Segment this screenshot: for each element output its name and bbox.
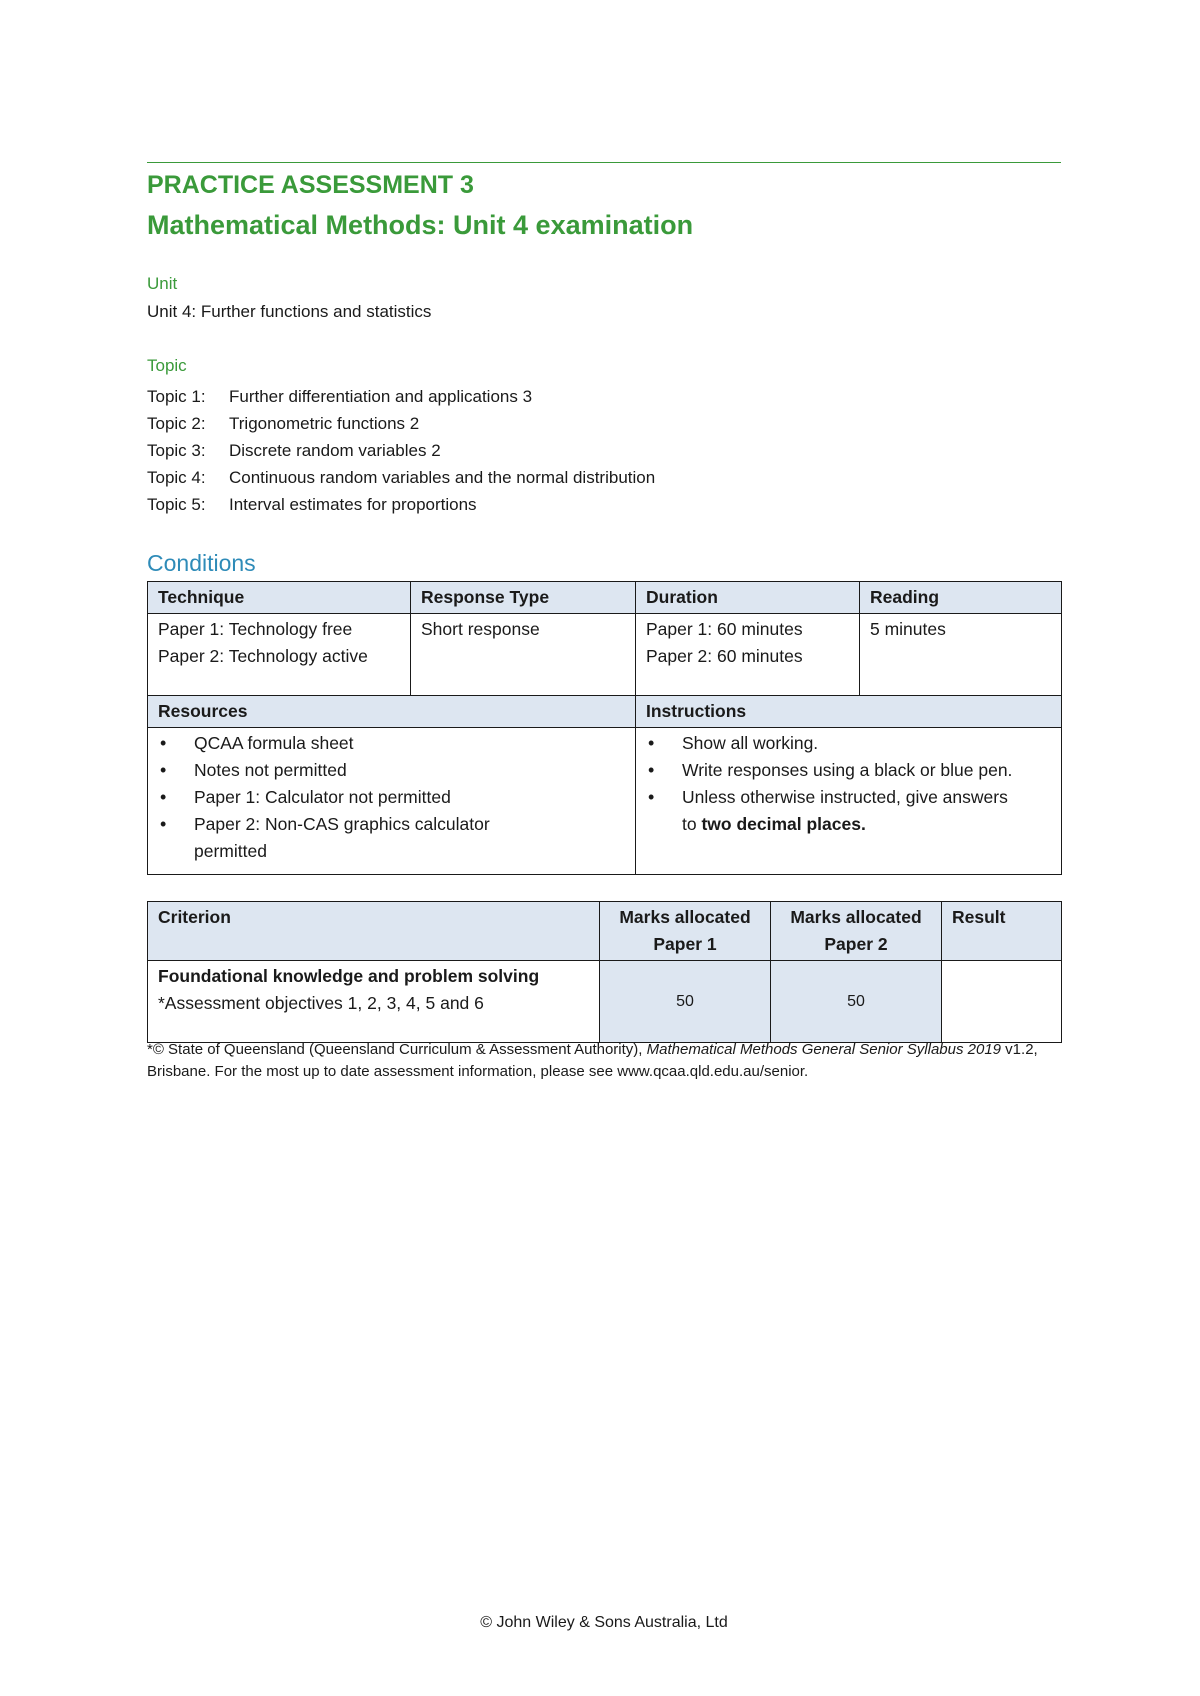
header-marks-paper-2: Marks allocated Paper 2	[771, 902, 942, 961]
criterion-objectives: *Assessment objectives 1, 2, 3, 4, 5 and 6	[158, 993, 484, 1013]
result-cell[interactable]	[942, 961, 1062, 1043]
header-rule	[147, 162, 1061, 163]
resources-list	[158, 730, 625, 865]
topic-item: Topic 5: Interval estimates for proportions	[147, 495, 477, 514]
technique-cell: Paper 1: Technology free Paper 2: Technology active	[148, 614, 411, 696]
marks-paper-2: 50	[771, 961, 942, 1043]
topic-item: Topic 4: Continuous random variables and the normal distribution	[147, 468, 656, 487]
header-response-type: Response Type	[411, 582, 636, 614]
header-resources: Resources	[148, 696, 636, 728]
document-page	[147, 0, 1061, 1696]
topic-label: Topic	[147, 356, 187, 375]
conditions-table	[147, 581, 1062, 875]
page-footer: © John Wiley & Sons Australia, Ltd	[480, 1614, 728, 1631]
reading-cell: 5 minutes	[860, 614, 1062, 696]
header-result: Result	[942, 902, 1062, 961]
list-item: • Paper 2: Non-CAS graphics calculator permitted	[194, 811, 625, 865]
conditions-heading: Conditions	[147, 550, 256, 576]
header-duration: Duration	[636, 582, 860, 614]
unit-value: Unit 4: Further functions and statistics	[147, 302, 432, 321]
resources-cell	[148, 728, 636, 875]
assessment-title: PRACTICE ASSESSMENT 3	[147, 171, 474, 199]
instructions-cell	[636, 728, 1062, 875]
instructions-list	[646, 730, 1051, 838]
copyright-note: *© State of Queensland (Queensland Curriculum & Assessment Authority), Mathematical Methods General Senior Syllabus 2019 v1.2, Brisbane. For the most up to date assessment information, please see www.qcaa.qld.edu.au/senior.	[147, 1041, 1038, 1080]
header-reading: Reading	[860, 582, 1062, 614]
list-item: • Unless otherwise instructed, give answers to two decimal places.	[682, 784, 1051, 838]
criterion-title: Foundational knowledge and problem solving	[158, 966, 540, 986]
unit-label: Unit	[147, 274, 178, 293]
header-technique: Technique	[148, 582, 411, 614]
list-item: • Notes not permitted	[194, 757, 625, 784]
list-item: • Show all working.	[682, 730, 1051, 757]
assessment-subtitle: Mathematical Methods: Unit 4 examination	[147, 210, 694, 240]
list-item: • Paper 1: Calculator not permitted	[194, 784, 625, 811]
duration-cell: Paper 1: 60 minutes Paper 2: 60 minutes	[636, 614, 860, 696]
response-type-cell: Short response	[411, 614, 636, 696]
topic-item: Topic 2: Trigonometric functions 2	[147, 414, 420, 433]
header-marks-paper-1: Marks allocated Paper 1	[600, 902, 771, 961]
header-instructions: Instructions	[636, 696, 1062, 728]
criterion-cell	[148, 961, 600, 1043]
marks-paper-1: 50	[600, 961, 771, 1043]
topic-item: Topic 3: Discrete random variables 2	[147, 441, 441, 460]
topic-list	[147, 383, 655, 518]
header-criterion: Criterion	[148, 902, 600, 961]
topic-item: Topic 1: Further differentiation and applications 3	[147, 387, 533, 406]
list-item: • QCAA formula sheet	[194, 730, 625, 757]
list-item: • Write responses using a black or blue pen.	[682, 757, 1051, 784]
criteria-table	[147, 901, 1062, 1043]
